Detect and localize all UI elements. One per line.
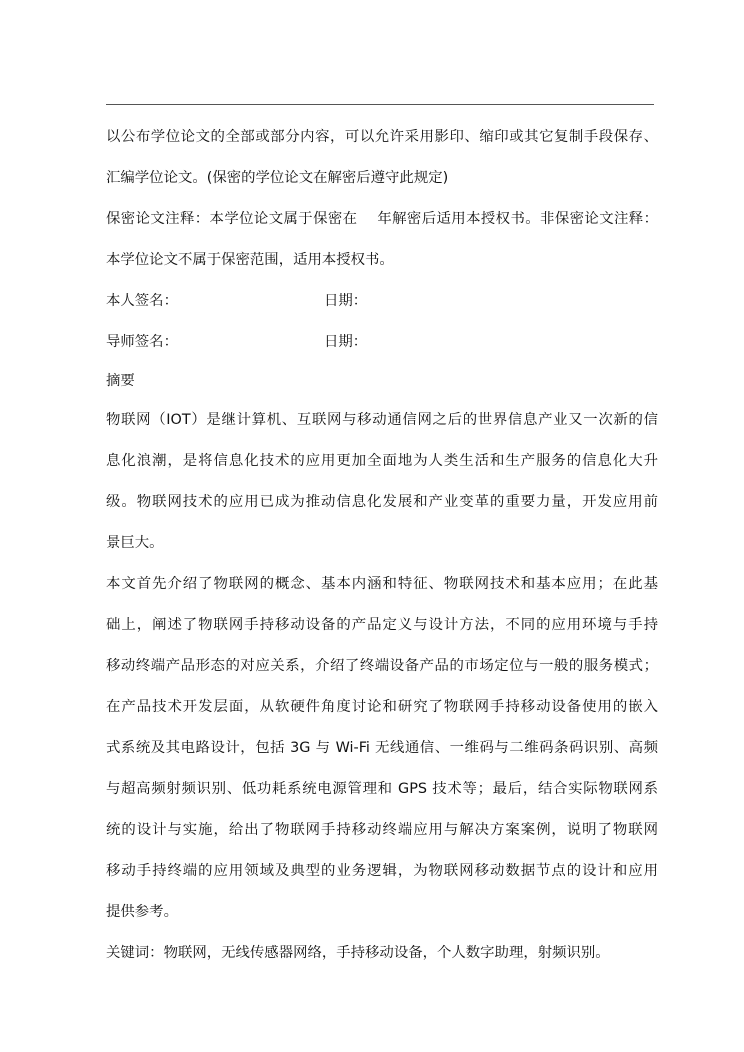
advisor-signature-label: 导师签名： [106,334,178,350]
author-date-label: 日期： [324,293,368,309]
statement-line: 以公布学位论文的全部或部分内容，可以允许采用影印、缩印或其它复制手段保存、 [106,129,658,145]
abstract-paragraph-2 [106,574,658,922]
header-rule [106,104,654,105]
advisor-signature-row [106,332,658,352]
document-body [106,127,658,963]
abstract-line: 景巨大。 [106,535,164,551]
keywords-line: 关键词：物联网，无线传感器网络，手持移动设备，个人数字助理，射频识别。 [106,945,610,961]
advisor-date-label: 日期： [324,334,368,350]
abstract-title: 摘要 [106,373,135,389]
abstract-line: 式系统及其电路设计，包括 3G 与 Wi-Fi 无线通信、一维码与二维码条码识别、高频 [106,740,658,756]
abstract-line: 本文首先介绍了物联网的概念、基本内涵和特征、物联网技术和基本应用；在此基 [106,576,658,592]
confidentiality-note-line: 保密论文注释：本学位论文属于保密在 年解密后适用本授权书。非保密论文注释： [106,211,658,227]
abstract-line: 移动终端产品形态的对应关系，介绍了终端设备产品的市场定位与一般的服务模式； [106,658,658,674]
abstract-line: 在产品技术开发层面，从软硬件角度讨论和研究了物联网手持移动设备使用的嵌入 [106,699,658,715]
abstract-paragraph-1 [106,410,658,553]
author-signature-row [106,291,658,311]
abstract-line: 物联网（IOT）是继计算机、互联网与移动通信网之后的世界信息产业又一次新的信 [106,412,658,428]
abstract-line: 移动手持终端的应用领域及典型的业务逻辑，为物联网移动数据节点的设计和应用 [106,863,658,879]
abstract-line: 级。物联网技术的应用已成为推动信息化发展和产业变革的重要力量，开发应用前 [106,494,658,510]
author-signature-label: 本人签名： [106,293,178,309]
abstract-line: 提供参考。 [106,904,178,920]
confidentiality-note-line: 本学位论文不属于保密范围，适用本授权书。 [106,252,394,268]
abstract-line: 础上，阐述了物联网手持移动设备的产品定义与设计方法，不同的应用环境与手持 [106,617,658,633]
abstract-line: 与超高频射频识别、低功耗系统电源管理和 GPS 技术等；最后，结合实际物联网系 [106,781,658,797]
statement-line: 汇编学位论文。(保密的学位论文在解密后遵守此规定) [106,170,449,186]
abstract-line: 息化浪潮，是将信息化技术的应用更加全面地为人类生活和生产服务的信息化大升 [106,453,658,469]
abstract-line: 统的设计与实施，给出了物联网手持移动终端应用与解决方案案例，说明了物联网 [106,822,658,838]
